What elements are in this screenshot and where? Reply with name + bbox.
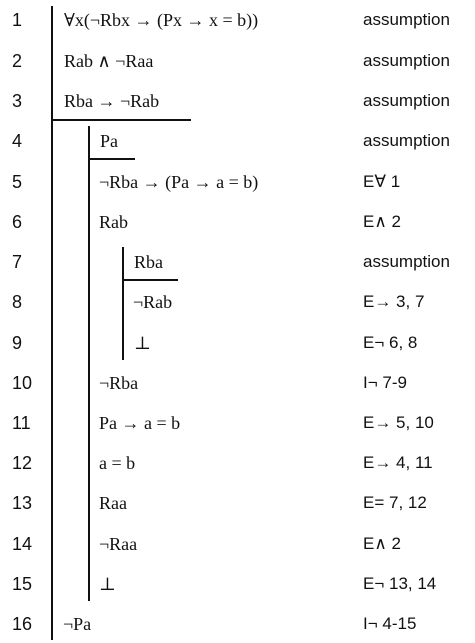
justification: E¬ 13, 14 <box>363 574 437 593</box>
formula: Pa → a = b <box>99 413 181 433</box>
justification: assumption <box>363 91 450 110</box>
justification: E¬ 6, 8 <box>363 333 418 352</box>
justification: E∀ 1 <box>363 172 401 191</box>
formula: ¬Raa <box>99 534 138 554</box>
line-number: 5 <box>12 172 23 192</box>
formula: Rba → ¬Rab <box>64 91 160 111</box>
line-number: 11 <box>12 413 31 433</box>
formula: Pa <box>100 131 118 151</box>
line-number: 4 <box>12 131 23 151</box>
formula: Raa <box>99 493 127 513</box>
subproof-2-assumption-separator <box>122 279 178 281</box>
formula: ¬Pa <box>63 614 92 634</box>
line-number: 15 <box>12 574 33 594</box>
formula: Rab ∧ ¬Raa <box>64 51 154 71</box>
subproof-1-scope-bar <box>88 126 90 601</box>
justification: E∧ 2 <box>363 212 401 231</box>
line-number: 8 <box>12 292 23 312</box>
justification: I¬ 4-15 <box>363 614 417 633</box>
outer-assumption-separator <box>51 119 191 121</box>
line-number: 13 <box>12 493 33 513</box>
formula: a = b <box>99 453 136 473</box>
outer-scope-bar <box>51 6 53 640</box>
justification: E= 7, 12 <box>363 493 427 512</box>
line-number: 16 <box>12 614 33 634</box>
formula: ∀x(¬Rbx → (Px → x = b)) <box>64 10 259 30</box>
justification: E→ 3, 7 <box>363 292 425 311</box>
line-number: 2 <box>12 51 23 71</box>
line-number: 14 <box>12 534 33 554</box>
formula: ¬Rba → (Pa → a = b) <box>99 172 259 192</box>
line-number: 6 <box>12 212 23 232</box>
justification: assumption <box>363 131 450 150</box>
subproof-2-scope-bar <box>122 247 124 360</box>
line-number: 10 <box>12 373 33 393</box>
justification: assumption <box>363 51 450 70</box>
formula: ⊥ <box>134 333 151 353</box>
line-number: 9 <box>12 333 23 353</box>
formula: ¬Rba <box>99 373 139 393</box>
line-number: 7 <box>12 252 23 272</box>
justification: assumption <box>363 252 450 271</box>
justification: E∧ 2 <box>363 534 401 553</box>
line-number: 1 <box>12 10 23 30</box>
justification: I¬ 7-9 <box>363 373 407 392</box>
formula: ¬Rab <box>133 292 173 312</box>
formula: Rab <box>99 212 128 232</box>
subproof-1-assumption-separator <box>88 158 135 160</box>
line-number: 3 <box>12 91 23 111</box>
justification: E→ 5, 10 <box>363 413 434 432</box>
line-number: 12 <box>12 453 33 473</box>
justification: assumption <box>363 10 450 29</box>
justification: E→ 4, 11 <box>363 453 433 472</box>
formula: ⊥ <box>99 574 116 594</box>
formula: Rba <box>134 252 163 272</box>
